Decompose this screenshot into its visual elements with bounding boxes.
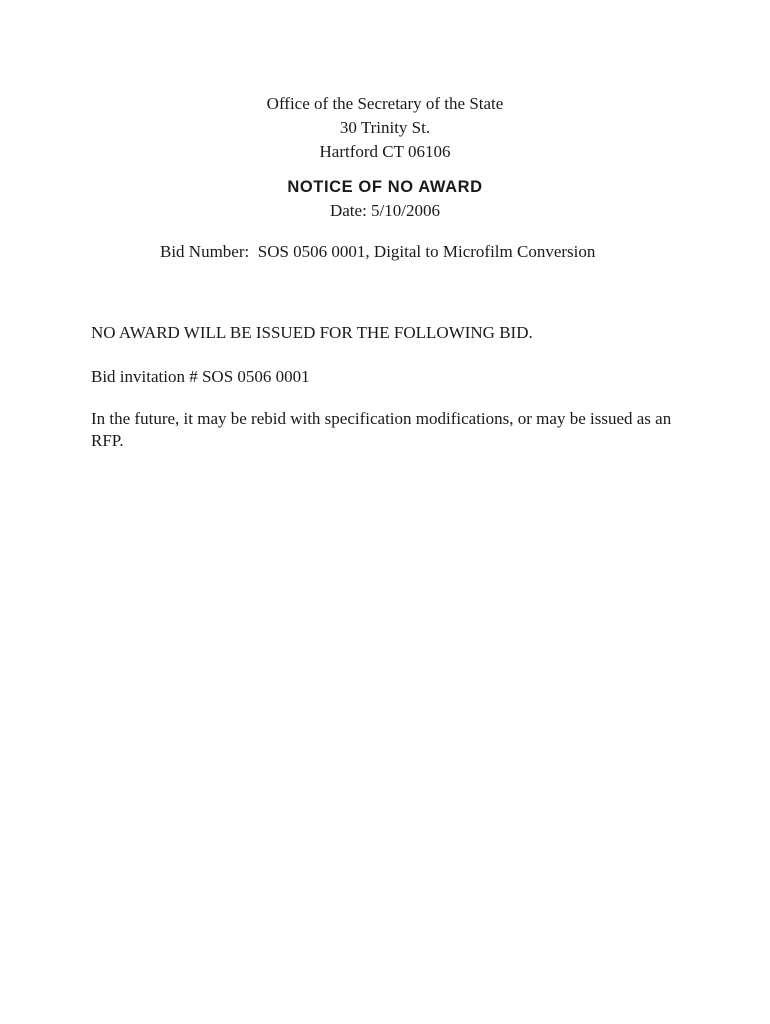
notice-date: Date: 5/10/2006 bbox=[329, 201, 440, 220]
bid-invitation: Bid invitation # SOS 0506 0001 bbox=[91, 367, 310, 386]
future-note: In the future, it may be rebid with specification modifications, or may be issued as an RFP. bbox=[91, 409, 672, 450]
office-street: 30 Trinity St. bbox=[339, 118, 431, 137]
no-award-statement: NO AWARD WILL BE ISSUED FOR THE FOLLOWING BID. bbox=[91, 323, 533, 342]
letterhead bbox=[0, 92, 770, 164]
office-city: Hartford CT 06106 bbox=[319, 142, 451, 161]
notice-title: NOTICE OF NO AWARD bbox=[287, 178, 483, 196]
bid-number: Bid Number: SOS 0506 0001, Digital to Microfilm Conversion bbox=[160, 242, 596, 261]
office-name: Office of the Secretary of the State bbox=[266, 94, 504, 113]
